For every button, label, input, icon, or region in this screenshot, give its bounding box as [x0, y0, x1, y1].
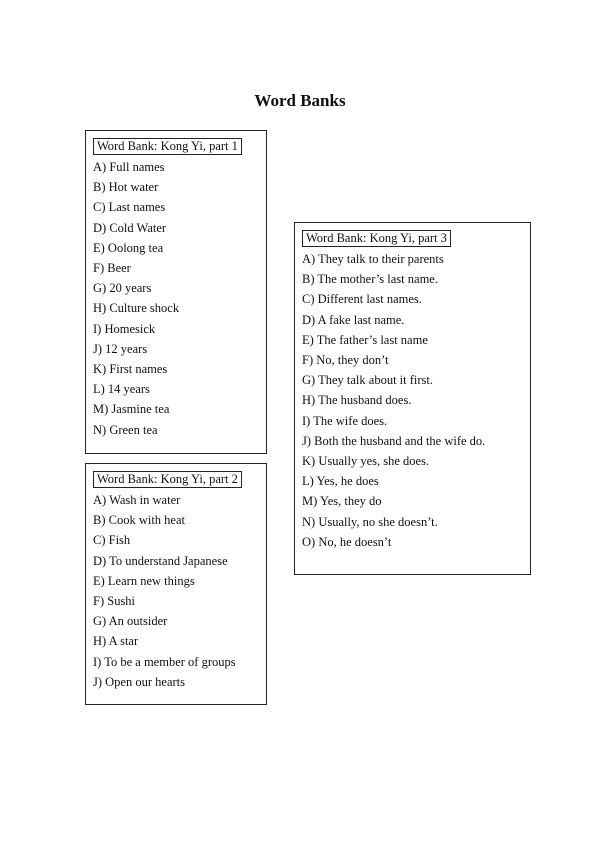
- word-bank-item: I) To be a member of groups: [93, 654, 236, 669]
- word-bank-item: O) No, he doesn’t: [302, 534, 392, 549]
- word-bank-item: G) They talk about it first.: [302, 373, 433, 388]
- word-bank-item: N) Green tea: [93, 422, 158, 437]
- word-bank-item: H) Culture shock: [93, 301, 180, 316]
- word-bank-item: D) A fake last name.: [302, 312, 405, 327]
- word-bank-item: B) Cook with heat: [93, 513, 186, 528]
- word-bank-item: F) Sushi: [93, 594, 136, 609]
- word-bank-part-1: [85, 130, 267, 454]
- word-bank-item: C) Fish: [93, 533, 131, 548]
- word-bank-item: G) 20 years: [93, 281, 152, 296]
- page-title: Word Banks: [254, 91, 346, 110]
- word-bank-item: E) Oolong tea: [93, 240, 164, 255]
- word-bank-item: J) 12 years: [93, 341, 148, 356]
- word-bank-item: J) Both the husband and the wife do.: [302, 433, 486, 448]
- word-bank-item: F) Beer: [93, 261, 131, 276]
- word-bank-item: A) Full names: [93, 160, 165, 174]
- word-bank-item: H) A star: [93, 634, 139, 649]
- word-bank-item: B) Hot water: [93, 180, 159, 195]
- word-bank-item: E) Learn new things: [93, 573, 195, 588]
- word-bank-item: M) Yes, they do: [302, 494, 382, 509]
- word-bank-item: K) First names: [93, 362, 168, 377]
- word-bank-title: Word Bank: Kong Yi, part 2: [93, 471, 242, 488]
- word-bank-item: G) An outsider: [93, 614, 168, 629]
- word-bank-item: B) The mother’s last name.: [302, 272, 438, 287]
- word-bank-item: C) Different last names.: [302, 292, 422, 307]
- word-bank-part-3: [294, 222, 531, 575]
- word-bank-item: K) Usually yes, she does.: [302, 454, 430, 469]
- word-bank-item: N) Usually, no she doesn’t.: [302, 514, 438, 529]
- word-bank-item: D) To understand Japanese: [93, 553, 228, 568]
- word-bank-list: [302, 249, 530, 552]
- word-bank-item: M) Jasmine tea: [93, 402, 170, 417]
- word-bank-item: F) No, they don’t: [302, 353, 389, 368]
- word-bank-item: E) The father’s last name: [302, 332, 428, 347]
- word-bank-title: Word Bank: Kong Yi, part 1: [93, 138, 242, 155]
- word-bank-item: I) The wife does.: [302, 413, 388, 428]
- word-bank-list: [93, 157, 266, 440]
- word-bank-item: D) Cold Water: [93, 220, 167, 235]
- word-bank-title: Word Bank: Kong Yi, part 3: [302, 230, 451, 247]
- word-bank-list: [93, 490, 266, 692]
- word-bank-item: L) Yes, he does: [302, 474, 379, 489]
- word-bank-part-2: [85, 463, 267, 705]
- word-bank-item: A) They talk to their parents: [302, 252, 444, 266]
- word-bank-item: I) Homesick: [93, 321, 156, 336]
- word-bank-item: A) Wash in water: [93, 493, 181, 507]
- word-bank-item: J) Open our hearts: [93, 674, 185, 689]
- word-bank-item: H) The husband does.: [302, 393, 412, 408]
- word-bank-item: L) 14 years: [93, 382, 150, 397]
- word-bank-item: C) Last names: [93, 200, 166, 215]
